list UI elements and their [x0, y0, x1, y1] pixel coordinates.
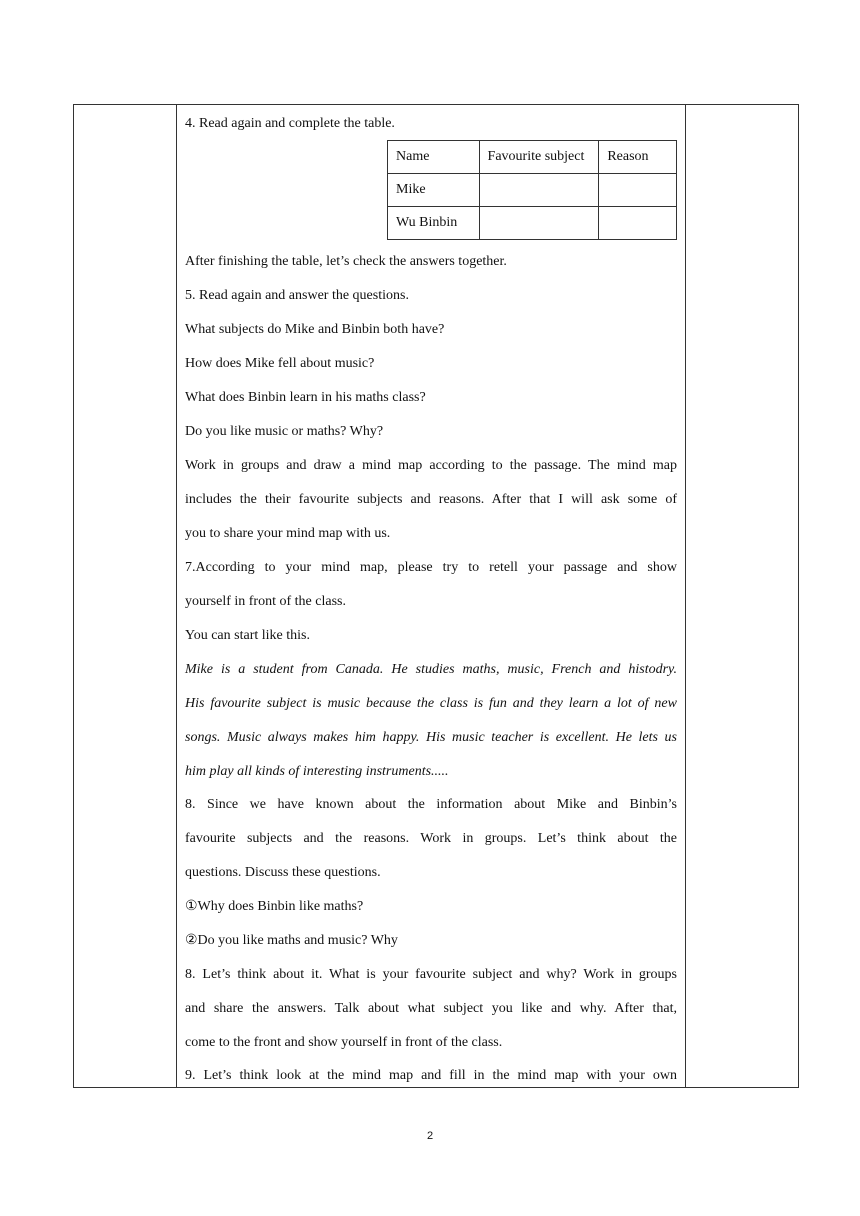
step8-text-line: 8. Since we have known about the information about Mike and Binbin’s	[185, 797, 677, 812]
header-favourite-subject: Favourite subject	[479, 141, 599, 174]
step7-start: You can start like this.	[185, 628, 310, 643]
question-line: How does Mike fell about music?	[185, 356, 375, 371]
example-passage-line: His favourite subject is music because the class is fun and they learn a lot of new	[185, 696, 677, 711]
header-reason: Reason	[599, 141, 677, 174]
step8b-text-line: come to the front and show yourself in front of the class.	[185, 1035, 503, 1050]
cell-reason	[599, 207, 677, 240]
discussion-question: ①Why does Binbin like maths?	[185, 899, 364, 914]
question-line: Do you like music or maths? Why?	[185, 424, 384, 439]
page-number: 2	[426, 1130, 434, 1142]
complete-table	[387, 140, 677, 240]
step8-text-line: questions. Discuss these questions.	[185, 865, 381, 880]
header-name: Name	[388, 141, 480, 174]
lesson-table	[73, 104, 799, 1088]
column-divider-right	[685, 105, 686, 1087]
step7-text-line: 7.According to your mind map, please try to retell your passage and show	[185, 560, 677, 575]
mindmap-text-line: includes the their favourite subjects and reasons. After that I will ask some of	[185, 492, 677, 507]
mindmap-text-line: Work in groups and draw a mind map according to the passage. The mind map	[185, 458, 677, 473]
step8-text-line: favourite subjects and the reasons. Work in groups. Let’s think about the	[185, 831, 677, 846]
cell-reason	[599, 174, 677, 207]
example-passage-line: him play all kinds of interesting instruments.....	[185, 764, 449, 779]
question-line: What does Binbin learn in his maths class?	[185, 390, 426, 405]
example-passage-line: Mike is a student from Canada. He studies maths, music, French and histodry.	[185, 662, 677, 677]
cell-name: Wu Binbin	[388, 207, 480, 240]
column-divider-left	[176, 105, 177, 1087]
cell-name: Mike	[388, 174, 480, 207]
cell-favourite-subject	[479, 207, 599, 240]
step7-text-line: yourself in front of the class.	[185, 594, 346, 609]
question-line: What subjects do Mike and Binbin both have?	[185, 322, 445, 337]
step4-after: After finishing the table, let’s check the answers together.	[185, 254, 507, 269]
step8b-text-line: and share the answers. Talk about what subject you like and why. After that,	[185, 1001, 677, 1016]
table-header-row	[388, 141, 677, 174]
cell-favourite-subject	[479, 174, 599, 207]
example-passage-line: songs. Music always makes him happy. His music teacher is excellent. He lets us	[185, 730, 677, 745]
step4-heading: 4. Read again and complete the table.	[185, 116, 395, 131]
table-row	[388, 207, 677, 240]
step8b-text-line: 8. Let’s think about it. What is your favourite subject and why? Work in groups	[185, 967, 677, 982]
mindmap-text-line: you to share your mind map with us.	[185, 526, 391, 541]
step5-heading: 5. Read again and answer the questions.	[185, 288, 409, 303]
table-row	[388, 174, 677, 207]
step9-text-line: 9. Let’s think look at the mind map and fill in the mind map with your own	[185, 1068, 677, 1083]
discussion-question: ②Do you like maths and music? Why	[185, 933, 398, 948]
